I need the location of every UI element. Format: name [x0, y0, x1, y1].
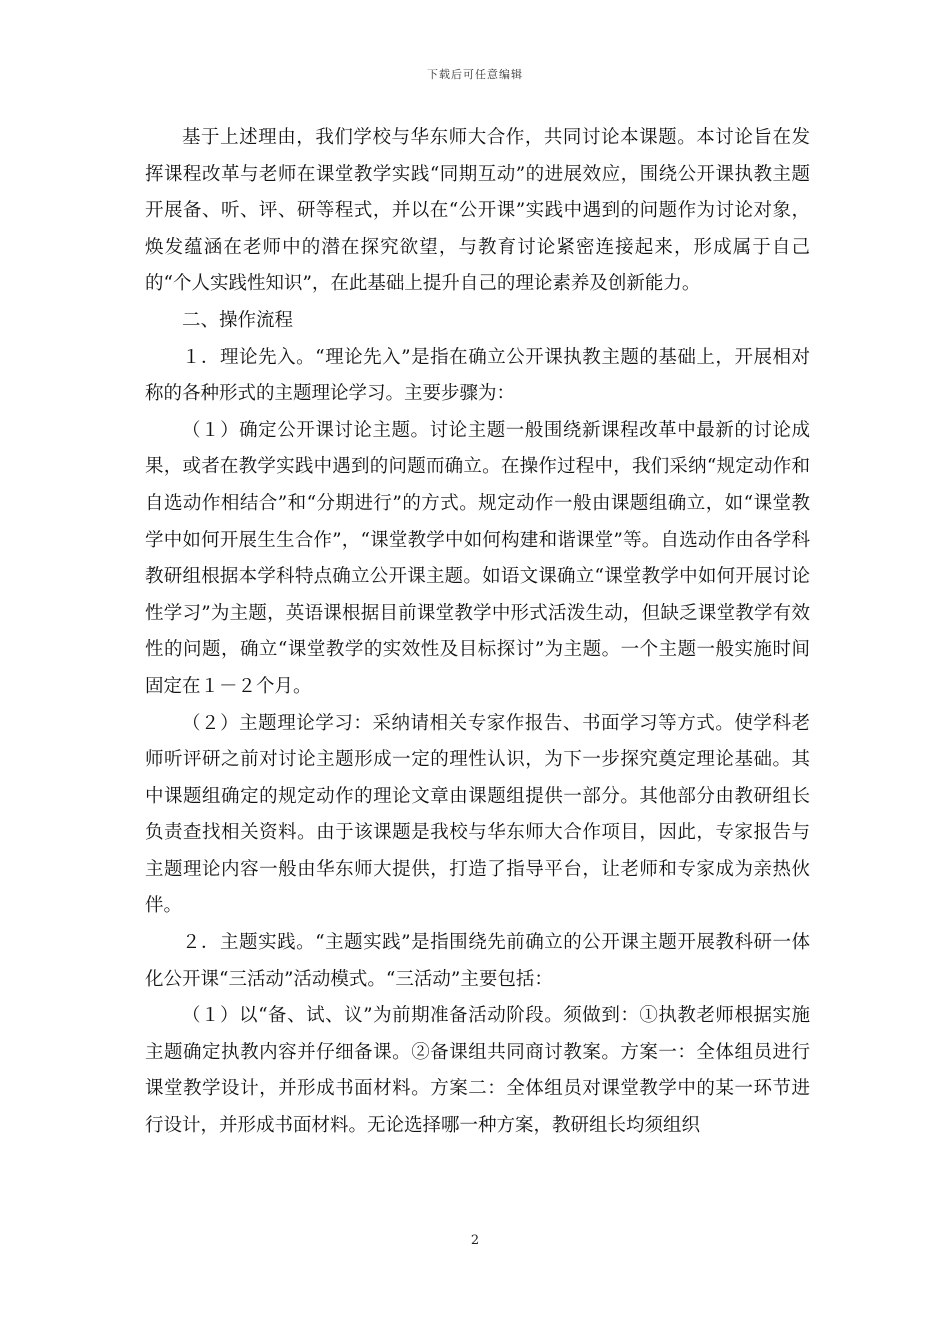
paragraph-theme-practice: ２．主题实践。“主题实践”是指围绕先前确立的公开课主题开展教科研一体化公开课“三活动”活动模式。“三活动”主要包括：: [145, 932, 810, 990]
paragraph-theory-first: １．理论先入。“理论先入”是指在确立公开课执教主题的基础上，开展相对称的各种形式的主题理论学习。主要步骤为：: [145, 346, 810, 405]
paragraph-theory-study: （２）主题理论学习：采纳请相关专家作报告、书面学习等方式。使学科老师听评研之前对讨论主题形成一定的理性认识，为下一步探究奠定理论基础。其中课题组确定的规定动作的理论文章由课题组提供一部分。其他部分由教研组长负责查找相关资料。由于该课题是我校与华东师大合作项目，因此，专家报告与主题理论内容一般由华东师大提供，打造了指导平台，让老师和专家成为亲热伙伴。: [145, 712, 810, 917]
paragraph-preparation-stage: （１）以“备、试、议”为前期准备活动阶段。须做到：①执教老师根据实施主题确定执教内容并仔细备课。②备课组共同商讨教案。方案一：全体组员进行课堂教学设计，并形成书面材料。方案二：全体组员对课堂教学中的某一环节进行设计，并形成书面材料。无论选择哪一种方案，教研组长均须组织: [145, 1005, 810, 1137]
page-header: 下载后可任意编辑: [427, 68, 523, 81]
document-body: [145, 120, 810, 1145]
page-number: 2: [470, 1233, 480, 1248]
section-heading-operation-process: 二、操作流程: [182, 309, 294, 331]
paragraph-determine-topic: （１）确定公开课讨论主题。讨论主题一般围绕新课程改革中最新的讨论成果，或者在教学实践中遇到的问题而确立。在操作过程中，我们采纳“规定动作和自选动作相结合”和“分期进行”的方式。规定动作一般由课题组确立，如“课堂教学中如何开展生生合作”，“课堂教学中如何构建和谐课堂”等。自选动作由各学科教研组根据本学科特点确立公开课主题。如语文课确立“课堂教学中如何开展讨论性学习”为主题，英语课根据目前课堂教学中形式活泼生动，但缺乏课堂教学有效性的问题，确立“课堂教学的实效性及目标探讨”为主题。一个主题一般实施时间固定在１－２个月。: [145, 419, 810, 697]
paragraph-intro: 基于上述理由，我们学校与华东师大合作，共同讨论本课题。本讨论旨在发挥课程改革与老师在课堂教学实践“同期互动”的进展效应，围绕公开课执教主题开展备、听、评、研等程式，并以在“公开课”实践中遇到的问题作为讨论对象，焕发蕴涵在老师中的潜在探究欲望，与教育讨论紧密连接起来，形成属于自己的“个人实践性知识”，在此基础上提升自己的理论素养及创新能力。: [145, 127, 810, 295]
